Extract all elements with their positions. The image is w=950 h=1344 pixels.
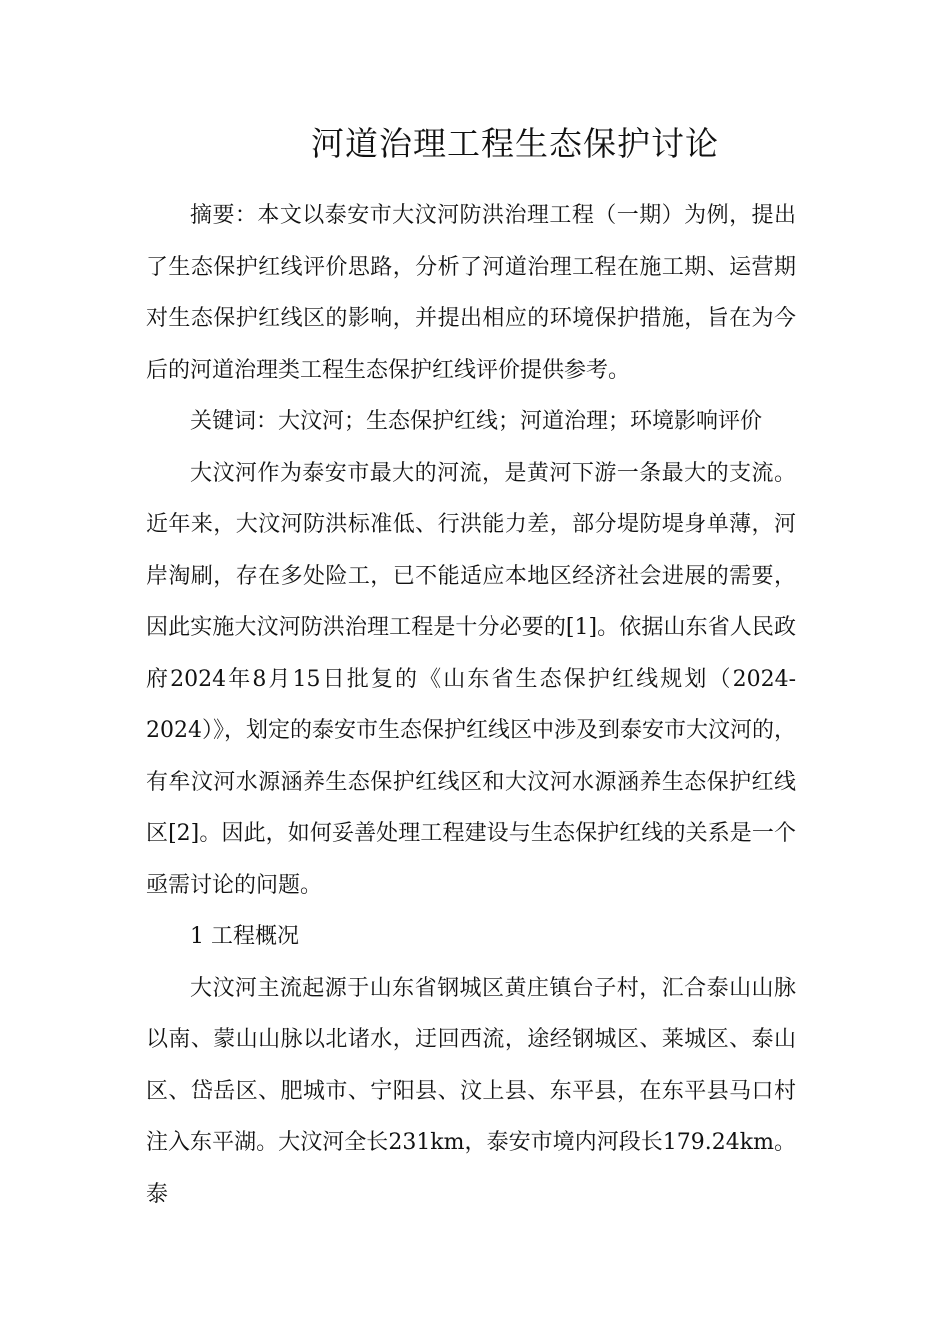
- keywords-paragraph: 关键词：大汶河；生态保护红线；河道治理；环境影响评价: [190, 409, 763, 434]
- intro-paragraph: 大汶河作为泰安市最大的河流，是黄河下游一条最大的支流。近年来，大汶河防洪标准低、行洪能力差，部分堤防堤身单薄，河岸淘刷，存在多处险工，已不能适应本地区经济社会进展的需要，因此实施大汶河防洪治理工程是十分必要的[1]。依据山东省人民政府2024年8月15日批复的《山东省生态保护红线规划（2024-2024）》，划定的泰安市生态保护红线区中涉及到泰安市大汶河的，有牟汶河水源涵养生态保护红线区和大汶河水源涵养生态保护红线区[2]。因此，如何妥善处理工程建设与生态保护红线的关系是一个亟需讨论的问题。: [146, 460, 796, 898]
- project-overview-paragraph: 大汶河主流起源于山东省钢城区黄庄镇台子村，汇合泰山山脉以南、蒙山山脉以北诸水，迂回西流，途经钢城区、莱城区、泰山区、岱岳区、肥城市、宁阳县、汶上县、东平县，在东平县马口村注入东平湖。大汶河全长231km，泰安市境内河段长179.24km。泰: [146, 975, 796, 1207]
- section-heading: 1 工程概况: [190, 924, 299, 949]
- document-body: [146, 190, 796, 1220]
- abstract-paragraph: 摘要：本文以泰安市大汶河防洪治理工程（一期）为例，提出了生态保护红线评价思路，分析了河道治理工程在施工期、运营期对生态保护红线区的影响，并提出相应的环境保护措施，旨在为今后的河道治理类工程生态保护红线评价提供参考。: [146, 203, 796, 383]
- document-title: 河道治理工程生态保护讨论: [311, 124, 719, 163]
